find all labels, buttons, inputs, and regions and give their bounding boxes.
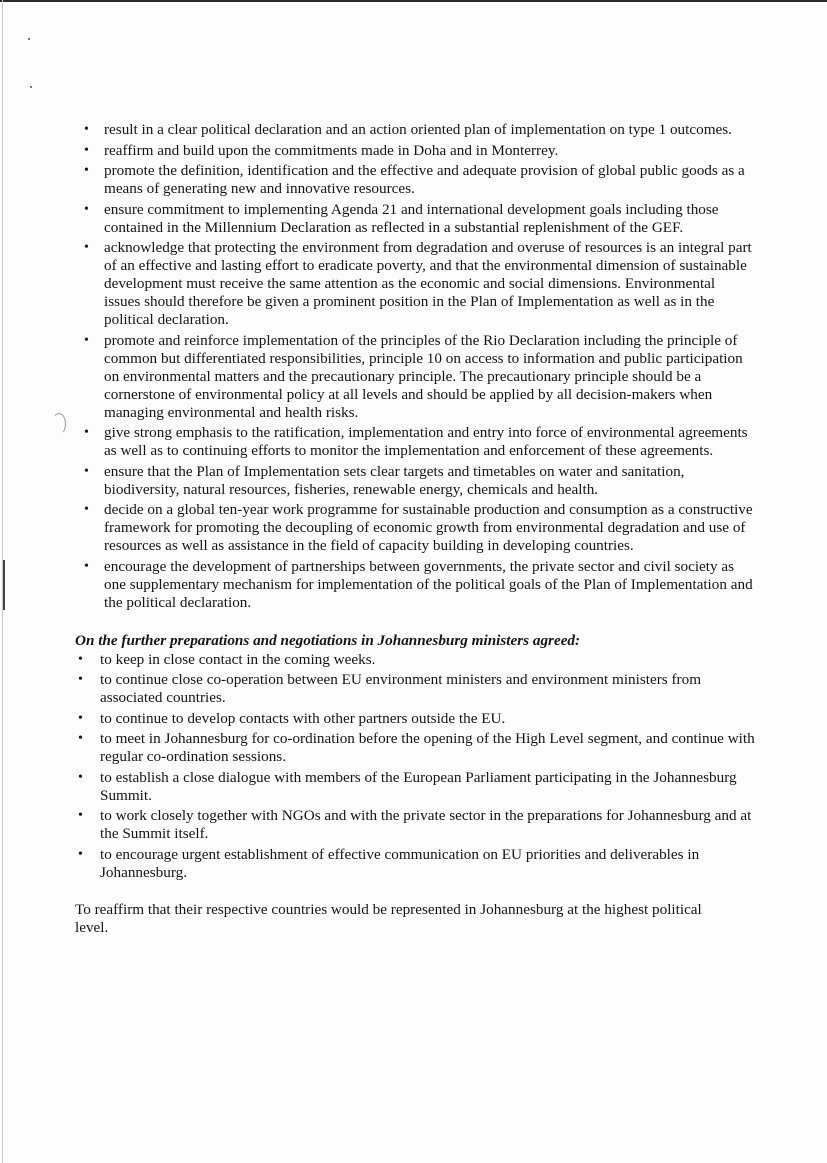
list-item: • encourage the development of partnerships between governments, the private sector and civil society as one supplementary mechanism for implementation of the political goals of the Plan of Implementation and the political declaration. [84,557,753,611]
bullet-icon: • [84,122,89,137]
bullet-icon: • [84,502,89,517]
bullet-icon: • [84,558,89,574]
bullet-icon: • [84,425,89,440]
list-item: • promote the definition, identification and the effective and adequate provision of global public goods as a means of generating new and innovative resources. [84,162,745,197]
bullet-icon: • [78,710,83,726]
list-item: • promote and reinforce implementation of the principles of the Rio Declaration including the principle of common but differentiated responsibilities, principle 10 on access to information and public participation on environmental matters and the precautionary principle. The precautionary principle should be a cornerstone of environmental policy at all levels and should be applied by all decision-makers when managing environmental and health risks. [84,331,743,421]
list-item: • give strong emphasis to the ratification, implementation and entry into force of environmental agreements as well as to continuing efforts to monitor the implementation and enforcement of these agreements. [84,424,748,459]
list-item: • acknowledge that protecting the environment from degradation and overuse of resources is an integral part of an effective and lasting effort to eradicate poverty, and that the environmental dimension of sustainable development must receive the same attention as the economic and social dimensions. Environmental issues should therefore be given a prominent position in the Plan of Implementation as well as in the political declaration. [84,239,752,328]
agreements-list [75,651,755,882]
list-item: • to establish a close dialogue with members of the European Parliament participating in the Johannesburg Summit. [78,768,737,804]
commitments-list [75,121,755,612]
scan-speck [30,86,32,88]
list-item: • ensure commitment to implementing Agenda 21 and international development goals including those contained in the Millennium Declaration as reflected in a substantial replenishment of the GEF. [84,200,719,236]
section-heading: On the further preparations and negotiations in Johannesburg ministers agreed: [75,631,581,649]
list-item: • result in a clear political declaration and an action oriented plan of implementation on type 1 outcomes. [84,121,732,138]
bullet-icon: • [78,808,83,823]
bullet-icon: • [78,769,83,785]
bullet-icon: • [84,463,89,479]
bullet-icon: • [84,163,89,178]
bullet-icon: • [84,142,89,158]
list-item: • to continue close co-operation between EU environment ministers and environment ministers from associated countries. [78,671,702,706]
bullet-icon: • [84,332,89,348]
list-item: • to continue to develop contacts with other partners outside the EU. [78,709,506,727]
bullet-icon: • [78,651,83,667]
list-item: • decide on a global ten-year work programme for sustainable production and consumption as a constructive framework for promoting the decoupling of economic growth from environmental degradation and use of resources as well as assistance in the field of capacity building in developing countries. [84,501,753,554]
bullet-icon: • [84,240,89,255]
list-item: • to keep in close contact in the coming weeks. [78,650,376,668]
bullet-icon: • [78,672,83,687]
list-item: • to meet in Johannesburg for co-ordination before the opening of the High Level segment, and continue with regular co-ordination sessions. [78,730,755,765]
list-item: • to work closely together with NGOs and with the private sector in the preparations for Johannesburg and at the Summit itself. [78,807,752,842]
scan-left-mark [3,560,5,610]
bullet-icon: • [78,846,83,862]
punch-hole-mark [52,413,66,435]
scan-top-edge [0,0,827,2]
list-item: • reaffirm and build upon the commitments made in Doha and in Monterrey. [84,141,559,159]
bullet-icon: • [84,201,89,217]
list-item: • to encourage urgent establishment of effective communication on EU priorities and deliverables in Johannesburg. [78,845,700,881]
document-body [75,121,755,952]
closing-paragraph: To reaffirm that their respective countries would be represented in Johannesburg at the highest political level. [75,900,702,936]
scan-speck [28,38,30,40]
list-item: • ensure that the Plan of Implementation sets clear targets and timetables on water and sanitation, biodiversity, natural resources, fisheries, renewable energy, chemicals and health. [84,462,685,498]
bullet-icon: • [78,731,83,746]
